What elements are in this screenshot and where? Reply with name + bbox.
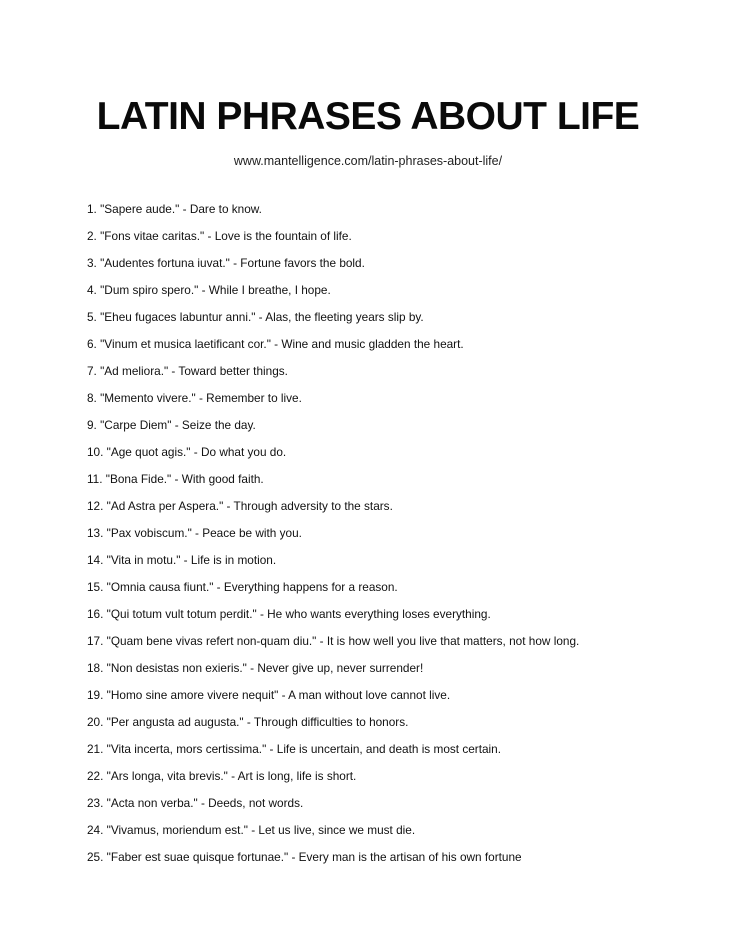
list-item: 10. "Age quot agis." - Do what you do. xyxy=(87,445,287,459)
list-item: 7. "Ad meliora." - Toward better things. xyxy=(87,364,288,378)
list-item: 17. "Quam bene vivas refert non-quam diu." - It is how well you live that matters, not how long. xyxy=(87,634,580,648)
list-item: 6. "Vinum et musica laetificant cor." - Wine and music gladden the heart. xyxy=(87,337,464,351)
list-item: 15. "Omnia causa fiunt." - Everything happens for a reason. xyxy=(87,580,398,594)
list-item: 11. "Bona Fide." - With good faith. xyxy=(87,472,264,486)
list-item: 3. "Audentes fortuna iuvat." - Fortune favors the bold. xyxy=(87,256,365,270)
page-title: LATIN PHRASES ABOUT LIFE xyxy=(96,95,640,138)
list-item: 9. "Carpe Diem" - Seize the day. xyxy=(87,418,256,432)
list-item: 5. "Eheu fugaces labuntur anni." - Alas, the fleeting years slip by. xyxy=(87,310,424,324)
list-item: 24. "Vivamus, moriendum est." - Let us live, since we must die. xyxy=(87,823,416,837)
list-item: 21. "Vita incerta, mors certissima." - Life is uncertain, and death is most certain. xyxy=(87,742,502,756)
list-item: 20. "Per angusta ad augusta." - Through difficulties to honors. xyxy=(87,715,409,729)
list-item: 2. "Fons vitae caritas." - Love is the fountain of life. xyxy=(87,229,352,243)
source-url: www.mantelligence.com/latin-phrases-about-life/ xyxy=(233,154,503,168)
list-item: 19. "Homo sine amore vivere nequit" - A man without love cannot live. xyxy=(87,688,451,702)
list-item: 23. "Acta non verba." - Deeds, not words. xyxy=(87,796,304,810)
list-item: 4. "Dum spiro spero." - While I breathe, I hope. xyxy=(87,283,331,297)
list-item: 12. "Ad Astra per Aspera." - Through adversity to the stars. xyxy=(87,499,393,513)
list-item: 8. "Memento vivere." - Remember to live. xyxy=(87,391,302,405)
phrase-list xyxy=(87,199,579,874)
list-item: 16. "Qui totum vult totum perdit." - He who wants everything loses everything. xyxy=(87,607,491,621)
list-item: 14. "Vita in motu." - Life is in motion. xyxy=(87,553,277,567)
list-item: 22. "Ars longa, vita brevis." - Art is long, life is short. xyxy=(87,769,357,783)
list-item: 1. "Sapere aude." - Dare to know. xyxy=(87,202,262,216)
list-item: 25. "Faber est suae quisque fortunae." - Every man is the artisan of his own fortune xyxy=(87,850,522,864)
list-item: 18. "Non desistas non exieris." - Never give up, never surrender! xyxy=(87,661,424,675)
list-item: 13. "Pax vobiscum." - Peace be with you. xyxy=(87,526,302,540)
